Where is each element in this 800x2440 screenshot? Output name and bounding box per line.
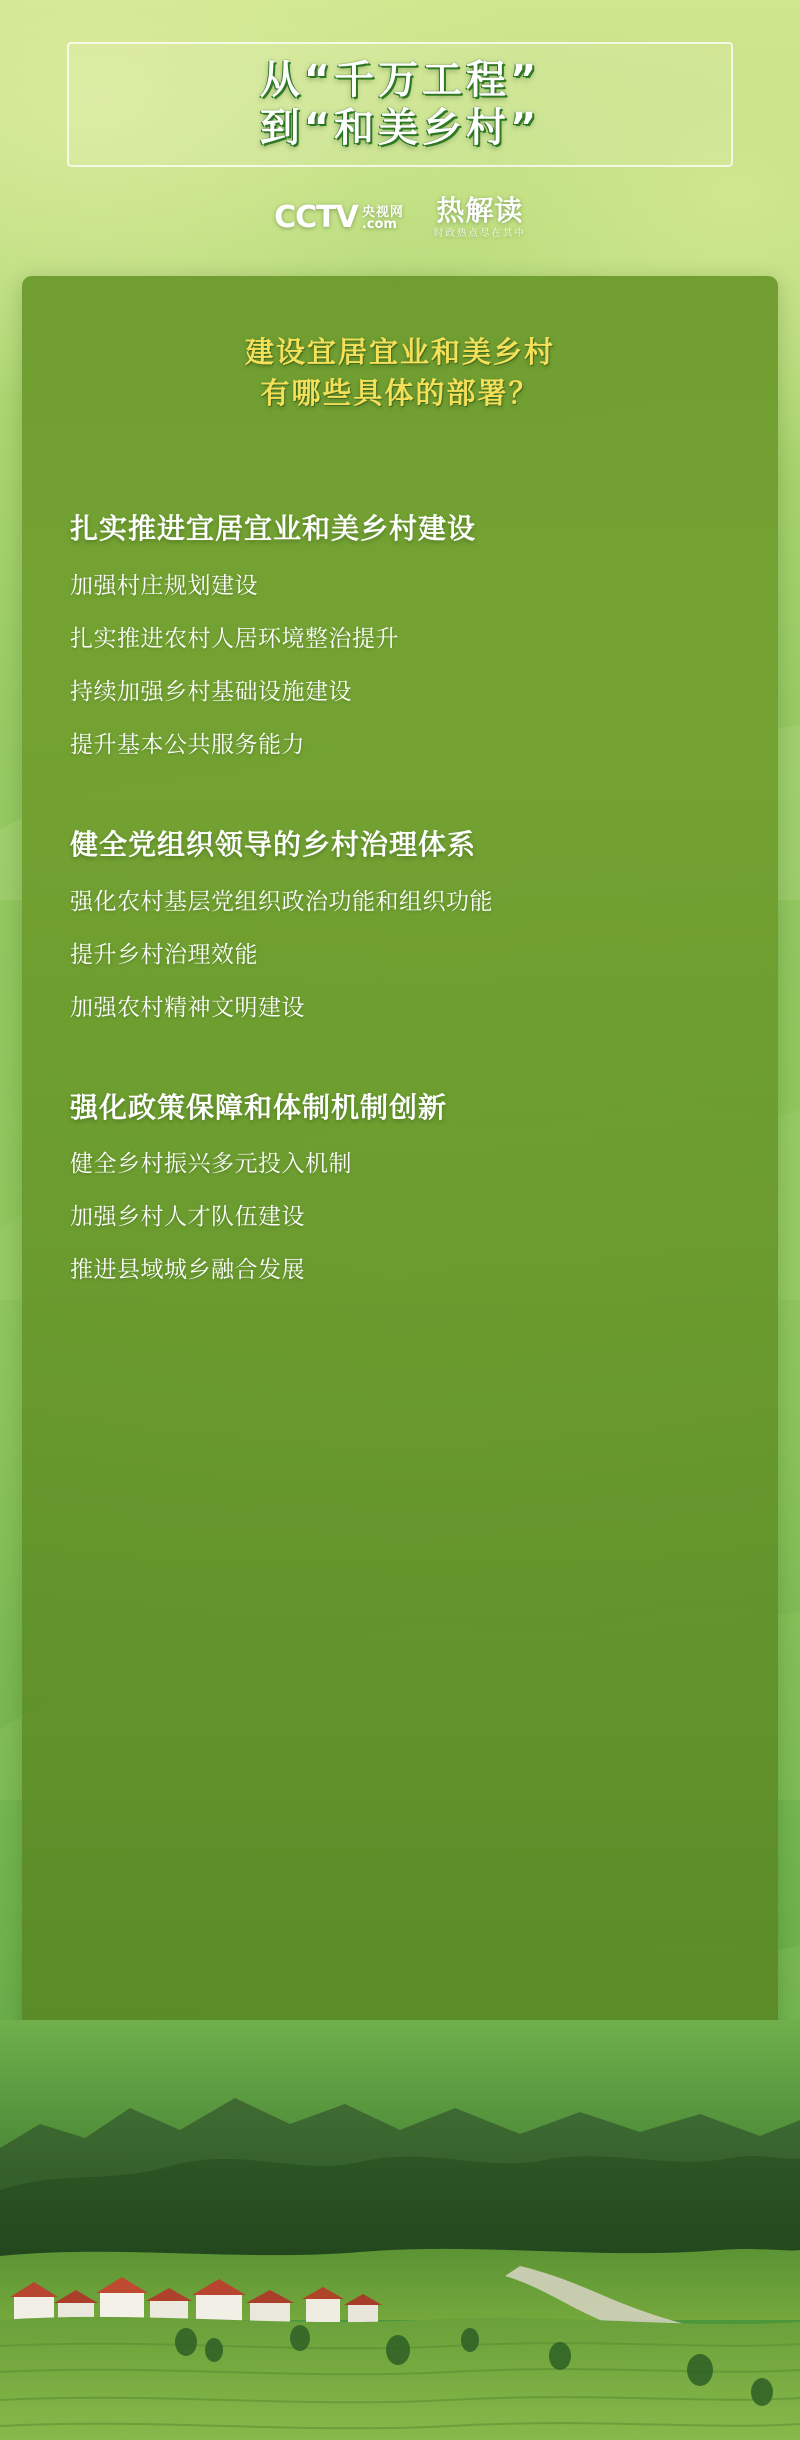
section-2-item-3: 加强农村精神文明建设 [70, 993, 305, 1020]
section-3-item-1: 健全乡村振兴多元投入机制 [70, 1150, 352, 1177]
cctv-logo [274, 200, 404, 235]
section-2-item-2: 提升乡村治理效能 [70, 940, 258, 967]
card-question [70, 332, 730, 414]
content-card [22, 276, 778, 2240]
section-3-title: 强化政策保障和体制机制创新 [70, 1090, 448, 1124]
section-3 [70, 1089, 730, 1288]
section-2 [70, 826, 730, 1025]
section-1-item-4: 提升基本公共服务能力 [70, 731, 305, 757]
cctv-chinese-name: 央视网 [361, 204, 404, 219]
cctv-chinese-lockup [362, 205, 404, 233]
page-title-line-1: 从“千万工程” [259, 57, 541, 104]
section-1-item-3: 持续加强乡村基础设施建设 [70, 678, 352, 705]
cctv-wordmark: CCTV [274, 200, 358, 235]
program-logo [433, 194, 526, 240]
program-tagline: 时政热点尽在其中 [433, 228, 526, 240]
section-2-title: 健全党组织领导的乡村治理体系 [70, 827, 477, 861]
section-2-item-1: 强化农村基层党组织政治功能和组织功能 [70, 887, 493, 914]
section-3-item-3: 推进县域城乡融合发展 [70, 1256, 305, 1283]
cctv-domain-suffix: .com [361, 217, 397, 232]
section-1-title: 扎实推进宜居宜业和美乡村建设 [70, 512, 477, 546]
village-landscape-photo [0, 2020, 800, 2440]
poster-title-plaque [67, 42, 733, 167]
card-question-line-1: 建设宜居宜业和美乡村 [244, 335, 555, 369]
section-3-item-2: 加强乡村人才队伍建设 [70, 1203, 305, 1230]
card-question-line-2: 有哪些具体的部署？ [260, 376, 540, 411]
section-1-item-2: 扎实推进农村人居环境整治提升 [70, 625, 399, 652]
page-title-line-2: 到“和美乡村” [259, 104, 541, 151]
section-1 [70, 510, 730, 762]
program-name: 热解读 [436, 194, 524, 228]
section-1-item-1: 加强村庄规划建设 [70, 572, 258, 599]
logo-row [0, 192, 800, 244]
